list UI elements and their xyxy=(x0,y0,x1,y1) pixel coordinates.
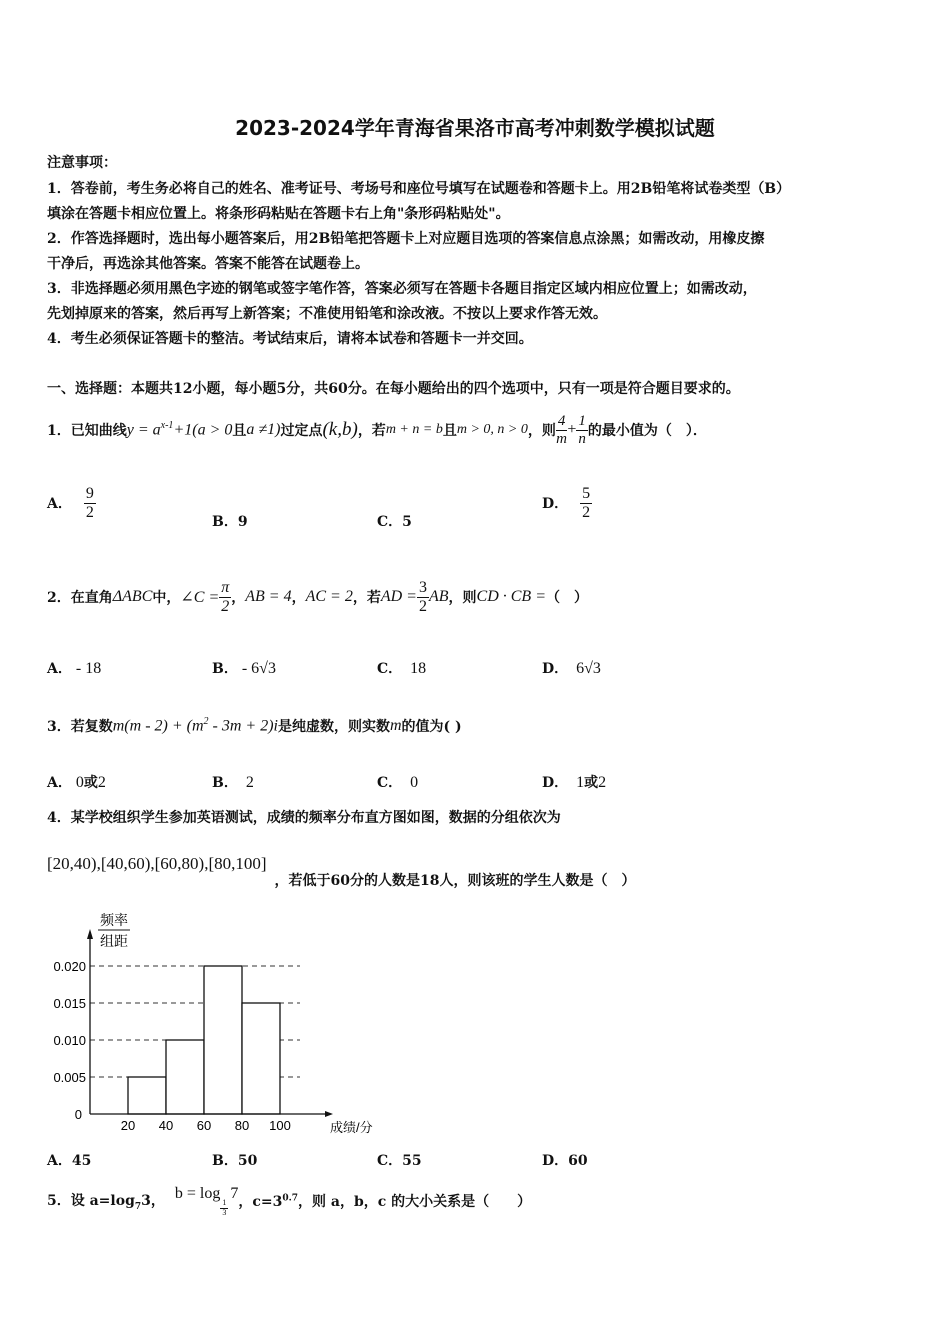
q1-text-2: 过定点 xyxy=(280,423,323,439)
origin-label: 0 xyxy=(74,1107,82,1122)
q1-and: 且 xyxy=(232,423,247,439)
q2-option-b: B． - 6√3 xyxy=(212,660,276,677)
page-title: 2023-2024学年青海省果洛市高考冲刺数学模拟试题 xyxy=(235,116,715,140)
q3-expression: $m(m - 2) + (m^2 - 3m + 2)i$ xyxy=(112,716,278,735)
q5-c: ，$c=3^{0.7}$，则 a，b，c 的大小关系是（ ） xyxy=(238,1193,532,1210)
q2-comma-1: ， xyxy=(231,590,246,606)
x-axis-label: 成绩/分 xyxy=(330,1120,373,1135)
q4-text-1: 4．某学校组织学生参加英语测试，成绩的频率分布直方图如图，数据的分组依次为 xyxy=(47,810,561,826)
q2-ac: AC = 2 xyxy=(305,588,353,605)
q4-text-2: ，若低于60分的人数是18人，则该班的学生人数是（ ） xyxy=(274,873,636,889)
histogram-chart xyxy=(40,905,380,1135)
bar-[20,40) xyxy=(128,1077,166,1114)
bar-[60,80) xyxy=(204,966,242,1114)
notice-line-6: 先划掉原来的答案，然后再写上新答案；不准使用铅笔和涂改液。不按以上要求作答无效。 xyxy=(47,306,607,322)
q3-option-a: A． 0或2 xyxy=(47,774,106,791)
q1-option-d-fraction: $\frac{5}{2}$ xyxy=(582,485,591,521)
q3-text-1: 3．若复数 xyxy=(47,719,113,735)
q2-ab: AB = 4 xyxy=(245,588,292,605)
notice-line-2: 填涂在答题卡相应位置上。将条形码粘贴在答题卡右上角"条形码粘贴处"。 xyxy=(47,206,510,222)
q3-option-b: B． 2 xyxy=(212,774,254,791)
q1-option-d: D． $\frac{5}{2}$ xyxy=(542,485,591,521)
y-tick-0.020: 0.020 xyxy=(53,959,86,974)
q2-text-2: 中， xyxy=(152,590,181,606)
q2-text-4: ，则 xyxy=(448,590,477,606)
q1-text-4: ，则 xyxy=(527,423,556,439)
q3-text-2: 是纯虚数，则实数 xyxy=(277,719,390,735)
section-heading: 一、选择题：本题共12小题，每小题5分，共60分。在每小题给出的四个选项中，只有一项是符合题目要求的。 xyxy=(47,381,740,397)
question-3 xyxy=(47,716,462,736)
question-5 xyxy=(47,1180,531,1222)
q4-option-d: D．60 xyxy=(542,1153,588,1169)
q2-option-a: A． - 18 xyxy=(47,660,102,677)
q1-fraction-1: $\frac{4}{m}$ xyxy=(556,413,568,447)
q1-text-3: ，若 xyxy=(357,423,386,439)
q3-text-3: 的值为( ) xyxy=(401,719,462,735)
q2-angle: ∠C = xyxy=(180,589,220,606)
q2-comma-2: ， xyxy=(291,590,306,606)
y-tick-0.005: 0.005 xyxy=(53,1070,86,1085)
q2-ad-fraction: $\frac{3}{2}$ xyxy=(418,578,427,615)
bar-[80,100] xyxy=(242,1003,280,1114)
notice-heading: 注意事项： xyxy=(47,155,117,171)
q1-text-5: 的最小值为（ ）． xyxy=(587,423,707,439)
q3-variable: m xyxy=(389,717,402,734)
q1-option-a: A． $\frac{9}{2}$ xyxy=(47,485,94,521)
notice-line-7: 4．考生必须保证答题卡的整洁。考试结束后，请将本试卷和答题卡一并交回。 xyxy=(47,331,533,347)
notice-line-4: 干净后，再选涂其他答案。答案不能答在试题卷上。 xyxy=(47,256,369,272)
q5-b: b = log $\frac{1}{3}$ 7 xyxy=(174,1184,239,1217)
q2-ad: AD = xyxy=(380,588,417,605)
y-tick-0.010: 0.010 xyxy=(53,1033,86,1048)
q4-option-b: B．50 xyxy=(212,1153,258,1169)
y-axis-arrow xyxy=(87,929,93,939)
q1-point: (k,b) xyxy=(322,419,358,440)
question-2 xyxy=(47,572,588,622)
notice-line-3: 2．作答选择题时，选出每小题答案后，用2B铅笔把答题卡上对应题目选项的答案信息点涂黑；如需改动，用橡皮擦 xyxy=(47,231,765,247)
y-tick-0.015: 0.015 xyxy=(53,996,86,1011)
q1-eq: m + n = b xyxy=(385,422,443,437)
q2-triangle: ΔABC xyxy=(112,588,153,605)
x-tick-60: 60 xyxy=(196,1118,212,1133)
q1-and-2: 且 xyxy=(442,423,457,439)
q1-option-c: C．5 xyxy=(377,514,412,530)
q4-option-a: A．45 xyxy=(47,1153,92,1169)
q2-text-1: 2．在直角 xyxy=(47,590,113,606)
q4-groups-line xyxy=(47,854,636,889)
q1-option-b: B．9 xyxy=(212,514,248,530)
q2-text-3: ，若 xyxy=(352,590,381,606)
q1-text-1: 1．已知曲线 xyxy=(47,423,127,439)
x-axis-arrow xyxy=(325,1111,333,1117)
q2-option-d: D． 6√3 xyxy=(542,660,601,677)
histogram-y-axis-title xyxy=(98,912,130,949)
x-tick-20: 20 xyxy=(120,1118,136,1133)
q1-option-a-fraction: $\frac{9}{2}$ xyxy=(85,485,94,521)
q2-angle-fraction: $\frac{\pi}{2}$ xyxy=(221,578,230,615)
q2-option-c: C． 18 xyxy=(377,660,427,677)
bar-[40,60) xyxy=(166,1040,204,1114)
q3-option-c: C． 0 xyxy=(377,774,419,791)
x-tick-80: 80 xyxy=(234,1118,250,1133)
q2-ab-vector: AB xyxy=(428,588,449,605)
q1-cond-2: m > 0, n > 0 xyxy=(456,422,528,437)
q1-plus: + xyxy=(567,421,577,438)
q2-dot-product: CD · CB = xyxy=(476,588,546,605)
q1-curve: $y = a^{x-1}+1(a > 0$ xyxy=(126,420,233,439)
notice-line-5: 3．非选择题必须用黑色字迹的钢笔或签字笔作答，答案必须写在答题卡各题目指定区域内相应位置上；如需改动， xyxy=(47,281,757,297)
q2-text-5: （ ） xyxy=(545,590,588,606)
notice-line-1: 1．答卷前，考生务必将自己的姓名、准考证号、考场号和座位号填写在试题卷和答题卡上。用2B铅笔将试卷类型（B） xyxy=(47,181,791,197)
x-tick-40: 40 xyxy=(158,1118,174,1133)
y-axis-title-bottom: 组距 xyxy=(100,933,128,949)
question-1 xyxy=(47,405,707,455)
q1-cond: a ≠1) xyxy=(246,421,281,438)
q4-option-c: C．55 xyxy=(377,1153,422,1169)
q3-option-d: D． 1或2 xyxy=(542,774,607,791)
x-tick-100: 100 xyxy=(269,1118,291,1133)
q4-groups: [20,40),[40,60),[60,80),[80,100] xyxy=(47,854,267,873)
histogram-bars xyxy=(128,966,280,1114)
q5-a: 5．设 $a=\log_73$， xyxy=(47,1193,165,1212)
y-axis-title-top: 频率 xyxy=(100,912,128,928)
q1-fraction-2: $\frac{1}{n}$ xyxy=(578,413,586,447)
